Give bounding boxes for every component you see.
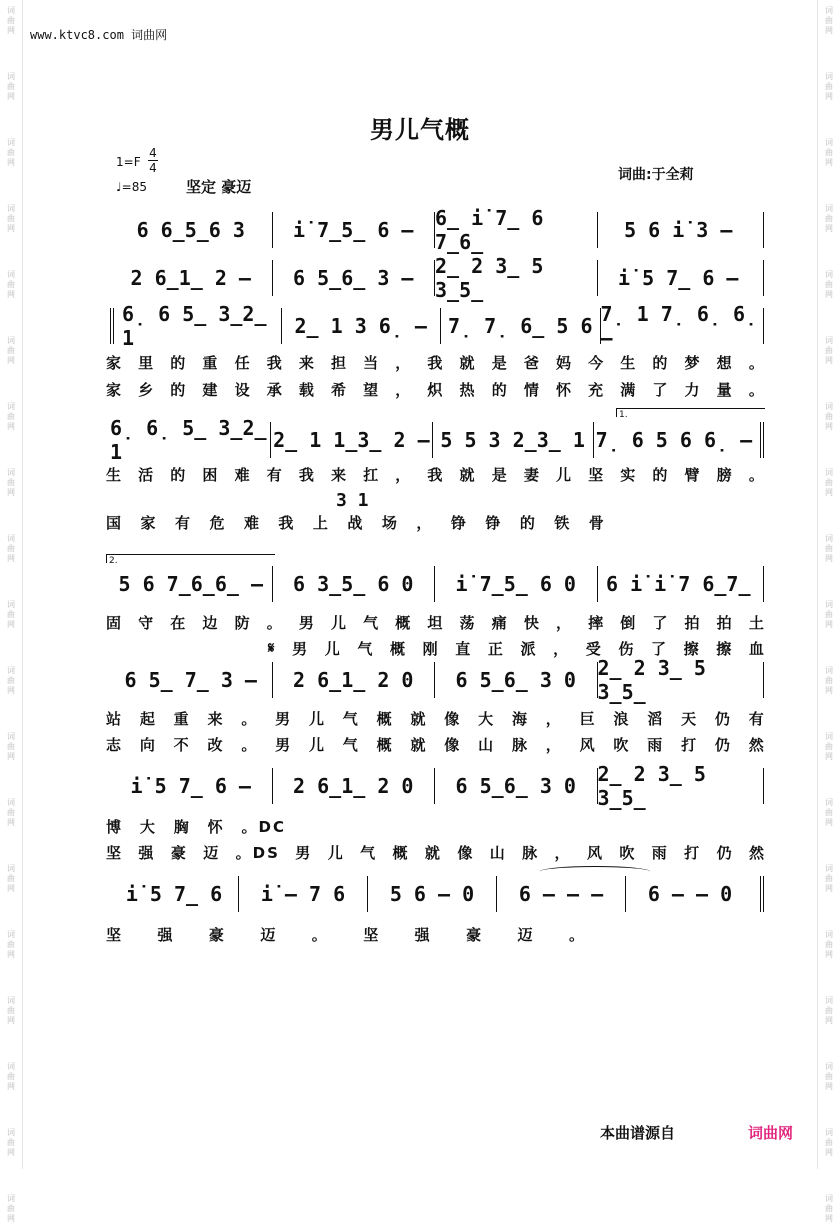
lyric-char: 山 xyxy=(478,735,496,754)
measure: 6 3̲5̲ 6 0 xyxy=(272,566,435,602)
lyric-char: 概 xyxy=(392,843,410,862)
lyric-char: 向 xyxy=(139,735,157,754)
watermark-text: 词 曲 网 xyxy=(7,864,15,893)
lyric-char: 上 xyxy=(312,513,330,532)
measure: 6 5̲6̲ 3 – xyxy=(272,260,435,296)
second-ending-bracket: 2. xyxy=(106,554,275,563)
lyric-char: 里 xyxy=(138,353,156,372)
lyric-char: 伤 xyxy=(618,639,636,658)
staff-row-5 xyxy=(110,566,764,602)
lyric-char: 概 xyxy=(389,639,407,658)
lyric-char: 扛 xyxy=(363,465,381,484)
lyric-char: 当 xyxy=(363,353,381,372)
measure: i̇ 5 7̲ 6 – xyxy=(130,774,251,798)
lyric-char: 迈 xyxy=(260,925,278,944)
lyric-char: 坦 xyxy=(427,613,445,632)
lyric-char: 。DC xyxy=(241,817,286,836)
lyric-char: 坚 xyxy=(588,465,606,484)
measure: 6 5̲6̲ 3 0 xyxy=(434,768,597,804)
lyric-char: 怀 xyxy=(207,817,225,836)
staff-row-1 xyxy=(110,206,764,254)
lyric-char: 儿 xyxy=(324,639,342,658)
lyric-char: 气 xyxy=(360,843,378,862)
lyric-char: 刚 xyxy=(422,639,440,658)
watermark-text: 词 曲 网 xyxy=(825,996,833,1025)
measure: 6̣ 6 5̲ 3̲2̲ 1 xyxy=(122,302,267,350)
time-signature xyxy=(148,146,158,175)
lyric-char: 来 xyxy=(298,353,316,372)
lyric-char: 大 xyxy=(139,817,157,836)
lyric-char: 的 xyxy=(170,353,188,372)
lyric-char: 炽 xyxy=(427,380,445,399)
measure: i̇ 5 7̲ 6 xyxy=(125,882,223,906)
lyric-char: 山 xyxy=(489,843,507,862)
watermark-text: 词 曲 网 xyxy=(825,138,833,167)
lyric-char: 擦 xyxy=(716,639,734,658)
inline-notes: 3 1 xyxy=(336,490,369,511)
watermark-text: 词 曲 网 xyxy=(825,1194,833,1223)
lyric-char: 痛 xyxy=(491,613,509,632)
lyric-char: 妻 xyxy=(523,465,541,484)
lyric-char: 儿 xyxy=(308,709,326,728)
measure: 5 6 7̲6̲6̲ – xyxy=(118,572,263,596)
watermark-text: 词 曲 网 xyxy=(7,732,15,761)
watermark-text: 词 曲 网 xyxy=(825,6,833,35)
lyric-char: 概 xyxy=(376,709,394,728)
measure: 6 5̲6̲ 3 0 xyxy=(434,662,597,698)
lyric-char: 豪 xyxy=(170,843,188,862)
lyric-char: 家 xyxy=(106,353,124,372)
lyric-char: 场 xyxy=(381,513,399,532)
lyric-char: 改 xyxy=(207,735,225,754)
lyric-char: 重 xyxy=(173,709,191,728)
lyric-char: 有 xyxy=(748,709,766,728)
lyric-char: ， xyxy=(553,639,571,658)
watermark-text: 词 曲 网 xyxy=(7,1062,15,1091)
author-credit: 词曲:于全莉 xyxy=(618,167,694,183)
measure: 2̲ 1 1̲3̲ 2 – xyxy=(270,422,431,458)
tie-arc xyxy=(540,866,650,877)
lyric-char: 。 xyxy=(266,613,284,632)
lyric-char: 吹 xyxy=(613,735,631,754)
lyric-char: 活 xyxy=(138,465,156,484)
key-signature: 1=F xyxy=(116,155,141,169)
lyric-char: ， xyxy=(554,843,572,862)
lyric-char: 直 xyxy=(455,639,473,658)
lyric-line xyxy=(106,377,766,401)
measure: 2 6̲1̲ 2 – xyxy=(130,266,251,290)
lyric-char: 不 xyxy=(173,735,191,754)
measure: 5 6 – 0 xyxy=(367,876,496,912)
lyric-char: 来 xyxy=(330,465,348,484)
lyric-char: 的 xyxy=(652,353,670,372)
lyric-char: 家 xyxy=(140,513,158,532)
measure: 2̲ 1 3 6̣ – xyxy=(281,308,441,344)
lyric-char: 。 xyxy=(241,709,259,728)
lyric-char: 快 xyxy=(523,613,541,632)
lyric-char: 打 xyxy=(681,735,699,754)
measure: 6 i̇ i̇ 7 6̲7̲ xyxy=(597,566,760,602)
lyric-char: 骨 xyxy=(588,513,606,532)
lyric-char: 量 xyxy=(716,380,734,399)
measure: 7̣ 6 5 6 6̣ – xyxy=(593,422,754,458)
watermark-text: 词 曲 网 xyxy=(7,6,15,35)
lyric-char: ， xyxy=(545,735,563,754)
lyric-char: 男 xyxy=(275,735,293,754)
lyric-line xyxy=(106,922,586,946)
lyric-char: 打 xyxy=(684,843,702,862)
lyric-char: 强 xyxy=(414,925,432,944)
lyric-char: 想 xyxy=(716,353,734,372)
watermark-text: 词 曲 网 xyxy=(825,666,833,695)
watermark-text: 词 曲 网 xyxy=(7,270,15,299)
watermark-text: 词 曲 网 xyxy=(825,402,833,431)
lyric-char: 受 xyxy=(585,639,603,658)
repeat-start-sign xyxy=(110,308,122,344)
lyric-char: 铮 xyxy=(450,513,468,532)
lyric-line xyxy=(106,732,766,756)
lyric-char: 满 xyxy=(620,380,638,399)
lyric-char: 拍 xyxy=(684,613,702,632)
lyric-char: 坚 xyxy=(106,925,124,944)
lyric-char: 设 xyxy=(234,380,252,399)
lyric-char: 我 xyxy=(427,465,445,484)
lyric-char: 然 xyxy=(748,843,766,862)
watermark-text: 词 曲 网 xyxy=(825,468,833,497)
lyric-char: 强 xyxy=(138,843,156,862)
watermark-text: 词 曲 网 xyxy=(7,402,15,431)
lyric-char: 充 xyxy=(588,380,606,399)
lyric-char: 气 xyxy=(342,735,360,754)
measure: 6̲ i̇ 7̲ 6 7̲6̲ xyxy=(434,212,597,248)
lyric-char: 我 xyxy=(427,353,445,372)
staff-row-6 xyxy=(110,656,764,704)
right-watermark-strip xyxy=(817,0,840,1223)
watermark-text: 词 曲 网 xyxy=(825,270,833,299)
lyric-char: 巨 xyxy=(579,709,597,728)
lyric-char: 梦 xyxy=(684,353,702,372)
lyric-char: 。 xyxy=(241,735,259,754)
watermark-text: 词 曲 网 xyxy=(7,798,15,827)
lyric-char: 铮 xyxy=(485,513,503,532)
lyric-char: 浪 xyxy=(613,709,631,728)
watermark-text: 词 曲 网 xyxy=(825,864,833,893)
lyric-char: 。 xyxy=(748,380,766,399)
watermark-text: 词 曲 网 xyxy=(825,600,833,629)
lyric-line xyxy=(106,610,766,634)
lyric-char: 儿 xyxy=(555,465,573,484)
lyric-char: 迈 xyxy=(203,843,221,862)
watermark-text: 词 曲 网 xyxy=(7,468,15,497)
lyric-char: 困 xyxy=(202,465,220,484)
lyric-char: 博 xyxy=(106,817,124,836)
lyric-char: 了 xyxy=(652,613,670,632)
lyric-char: 土 xyxy=(748,613,766,632)
watermark-text: 词 曲 网 xyxy=(7,1128,15,1157)
watermark-text: 词 曲 网 xyxy=(825,930,833,959)
lyric-char: 是 xyxy=(491,465,509,484)
lyric-char: 就 xyxy=(424,843,442,862)
lyric-char: 𝄋 xyxy=(268,639,277,657)
measure: 6 5̲ 7̲ 3 – xyxy=(124,668,257,692)
lyric-char: 拍 xyxy=(716,613,734,632)
lyric-char: 膀 xyxy=(716,465,734,484)
lyric-char: 怀 xyxy=(555,380,573,399)
staff-row-7 xyxy=(110,762,764,810)
lyric-char: 倒 xyxy=(620,613,638,632)
lyric-char: 海 xyxy=(511,709,529,728)
measure: 2̲ 2 3̲ 5 3̲5̲ xyxy=(597,768,760,804)
lyric-char: 天 xyxy=(681,709,699,728)
lyric-char: 的 xyxy=(519,513,537,532)
lyric-line xyxy=(106,840,766,864)
lyric-char: 派 xyxy=(520,639,538,658)
lyric-char: 就 xyxy=(459,353,477,372)
lyric-char: 固 xyxy=(106,613,124,632)
brand-link[interactable]: 词曲网 xyxy=(748,1124,794,1142)
measure: 7̣ 1 7̣ 6̣ 6̣ – xyxy=(600,302,758,350)
measure: 5 5 3 2̲3̲ 1 xyxy=(432,422,593,458)
measure: 7̣ 7̣ 6̲ 5 6 xyxy=(440,308,600,344)
lyric-char: 承 xyxy=(266,380,284,399)
lyric-char: 男 xyxy=(292,639,310,658)
lyric-char: 气 xyxy=(342,709,360,728)
lyric-char: 。DS xyxy=(235,843,280,862)
lyric-char: 有 xyxy=(266,465,284,484)
lyric-char: 摔 xyxy=(588,613,606,632)
watermark-text: 词 曲 网 xyxy=(825,534,833,563)
lyric-char: 志 xyxy=(106,735,124,754)
watermark-text: 词 曲 网 xyxy=(7,336,15,365)
lyric-char: 防 xyxy=(234,613,252,632)
lyric-char: 胸 xyxy=(173,817,191,836)
watermark-text: 词 曲 网 xyxy=(825,732,833,761)
lyric-char: 担 xyxy=(330,353,348,372)
lyric-char: 仍 xyxy=(714,709,732,728)
watermark-text: 词 曲 网 xyxy=(7,1194,15,1223)
lyric-char: 滔 xyxy=(647,709,665,728)
source-label: 本曲谱源自 xyxy=(600,1124,676,1142)
lyric-line xyxy=(106,350,766,374)
lyric-char: 今 xyxy=(588,353,606,372)
measure: 2̲ 2 3̲ 5 3̲5̲ xyxy=(434,260,597,296)
lyric-char: 妈 xyxy=(555,353,573,372)
watermark-text: 词 曲 网 xyxy=(825,1062,833,1091)
lyric-char: 爸 xyxy=(523,353,541,372)
lyric-char: 坚 xyxy=(363,925,381,944)
watermark-text: 词 曲 网 xyxy=(7,138,15,167)
watermark-text: 词 曲 网 xyxy=(825,336,833,365)
lyric-char: 生 xyxy=(620,353,638,372)
watermark-text: 词 曲 网 xyxy=(7,996,15,1025)
lyric-char: 大 xyxy=(478,709,496,728)
lyric-char: 生 xyxy=(106,465,124,484)
lyric-char: 然 xyxy=(748,735,766,754)
lyric-char: 豪 xyxy=(466,925,484,944)
lyric-char: 男 xyxy=(275,709,293,728)
lyric-char: 雨 xyxy=(647,735,665,754)
lyric-char: 的 xyxy=(170,465,188,484)
lyric-char: 重 xyxy=(202,353,220,372)
lyric-char: ， xyxy=(395,465,413,484)
watermark-text: 词 曲 网 xyxy=(7,534,15,563)
tempo-mark: ♩=85 xyxy=(116,180,147,194)
lyric-char: 来 xyxy=(207,709,225,728)
measure: 2 6̲1̲ 2 0 xyxy=(272,768,435,804)
lyric-char: 起 xyxy=(139,709,157,728)
lyric-char: 雨 xyxy=(651,843,669,862)
lyric-char: 风 xyxy=(579,735,597,754)
lyric-char: 的 xyxy=(170,380,188,399)
lyric-char: 气 xyxy=(357,639,375,658)
lyric-char: 脉 xyxy=(522,843,540,862)
measure: 2̲ 2 3̲ 5 3̲5̲ xyxy=(597,662,760,698)
staff-row-8 xyxy=(110,876,764,912)
lyric-char: 。 xyxy=(748,353,766,372)
page-title: 男儿气概 xyxy=(370,116,470,144)
left-watermark-strip xyxy=(0,0,23,1223)
lyric-char: 气 xyxy=(363,613,381,632)
lyric-char: 国 xyxy=(106,513,124,532)
lyric-char: 强 xyxy=(157,925,175,944)
lyric-char: 。 xyxy=(748,465,766,484)
lyric-char: 难 xyxy=(243,513,261,532)
lyric-char: 。 xyxy=(311,925,329,944)
measure: 2 6̲1̲ 2 0 xyxy=(272,662,435,698)
lyric-char: 危 xyxy=(209,513,227,532)
lyric-char: 希 xyxy=(330,380,348,399)
lyric-char: 的 xyxy=(652,465,670,484)
lyric-char: 擦 xyxy=(683,639,701,658)
lyric-line xyxy=(106,462,766,486)
lyric-char: ， xyxy=(395,380,413,399)
watermark-text: 词 曲 网 xyxy=(7,666,15,695)
watermark-text: 词 曲 网 xyxy=(7,72,15,101)
lyric-char: 的 xyxy=(491,380,509,399)
lyric-char: 像 xyxy=(457,843,475,862)
lyric-char: 豪 xyxy=(208,925,226,944)
staff-row-3 xyxy=(110,302,764,350)
watermark-text: 词 曲 网 xyxy=(825,72,833,101)
lyric-char: 载 xyxy=(298,380,316,399)
lyric-char: 坚 xyxy=(106,843,124,862)
lyric-char: 我 xyxy=(278,513,296,532)
lyric-char: 望 xyxy=(363,380,381,399)
lyric-char: 家 xyxy=(106,380,124,399)
lyric-char: ， xyxy=(545,709,563,728)
lyric-char: 。 xyxy=(568,925,586,944)
lyric-char: 了 xyxy=(650,639,668,658)
measure: 5 6 i̇ 3 – xyxy=(597,212,760,248)
watermark-text: 词 曲 网 xyxy=(825,798,833,827)
lyric-char: 力 xyxy=(684,380,702,399)
lyric-char: 男 xyxy=(295,843,313,862)
measure: i̇ – 7 6 xyxy=(238,876,367,912)
lyric-char: 就 xyxy=(410,735,428,754)
time-signature-top: 4 xyxy=(149,146,157,160)
lyric-char: 迈 xyxy=(517,925,535,944)
watermark-text: 词 曲 网 xyxy=(7,204,15,233)
lyric-char: 建 xyxy=(202,380,220,399)
lyric-char: 乡 xyxy=(138,380,156,399)
lyric-char: 实 xyxy=(620,465,638,484)
lyric-char: 站 xyxy=(106,709,124,728)
lyric-char: 男 xyxy=(298,613,316,632)
lyric-char: 像 xyxy=(444,735,462,754)
lyric-char: 正 xyxy=(487,639,505,658)
lyric-char: 我 xyxy=(298,465,316,484)
lyric-char: 铁 xyxy=(554,513,572,532)
staff-row-2 xyxy=(110,254,764,302)
lyric-char: 就 xyxy=(459,465,477,484)
lyric-char: 热 xyxy=(459,380,477,399)
measure: 6 – – – xyxy=(496,876,625,912)
site-url[interactable]: www.ktvc8.com 词曲网 xyxy=(30,28,168,42)
lyric-char: 概 xyxy=(376,735,394,754)
lyric-line xyxy=(106,510,606,534)
lyric-char: 荡 xyxy=(459,613,477,632)
lyric-char: 儿 xyxy=(327,843,345,862)
lyric-char: 概 xyxy=(395,613,413,632)
lyric-char: 是 xyxy=(491,353,509,372)
lyric-char: 有 xyxy=(174,513,192,532)
measure: 6 – – 0 xyxy=(625,876,754,912)
lyric-char: 情 xyxy=(523,380,541,399)
lyric-char: ， xyxy=(416,513,434,532)
lyric-char: 仍 xyxy=(714,735,732,754)
lyric-char: ， xyxy=(555,613,573,632)
lyric-char: 难 xyxy=(234,465,252,484)
lyric-char: 脉 xyxy=(511,735,529,754)
staff-row-4 xyxy=(110,416,764,464)
lyric-char: 在 xyxy=(170,613,188,632)
watermark-text: 词 曲 网 xyxy=(7,930,15,959)
expression-mark: 坚定 豪迈 xyxy=(186,178,252,196)
measure: 6 6̲5̲6 3 xyxy=(136,218,245,242)
lyric-line xyxy=(106,706,766,730)
lyric-char: 就 xyxy=(410,709,428,728)
measure: i̇ 7̲5̲ 6 – xyxy=(272,212,435,248)
watermark-text: 词 曲 网 xyxy=(7,600,15,629)
lyric-char: 任 xyxy=(234,353,252,372)
lyric-char: 臂 xyxy=(684,465,702,484)
measure: i̇ 5 7̲ 6 – xyxy=(597,260,760,296)
lyric-char: 守 xyxy=(138,613,156,632)
lyric-char: 风 xyxy=(586,843,604,862)
measure: i̇ 7̲5̲ 6 0 xyxy=(434,566,597,602)
time-signature-bottom: 4 xyxy=(149,161,157,175)
watermark-text: 词 曲 网 xyxy=(825,1128,833,1157)
lyric-char: 战 xyxy=(347,513,365,532)
lyric-char: 血 xyxy=(748,639,766,658)
lyric-char: 仍 xyxy=(716,843,734,862)
lyric-char: 了 xyxy=(652,380,670,399)
lyric-char: 我 xyxy=(266,353,284,372)
lyric-char: 儿 xyxy=(308,735,326,754)
lyric-char: 儿 xyxy=(330,613,348,632)
lyric-char: 像 xyxy=(444,709,462,728)
lyric-char: ， xyxy=(395,353,413,372)
measure: 6̣ 6̣ 5̲ 3̲2̲ 1 xyxy=(110,416,267,464)
lyric-char: 边 xyxy=(202,613,220,632)
first-ending-bracket: 1. xyxy=(616,408,765,417)
lyric-line xyxy=(106,814,286,838)
lyric-char: 吹 xyxy=(619,843,637,862)
watermark-text: 词 曲 网 xyxy=(825,204,833,233)
